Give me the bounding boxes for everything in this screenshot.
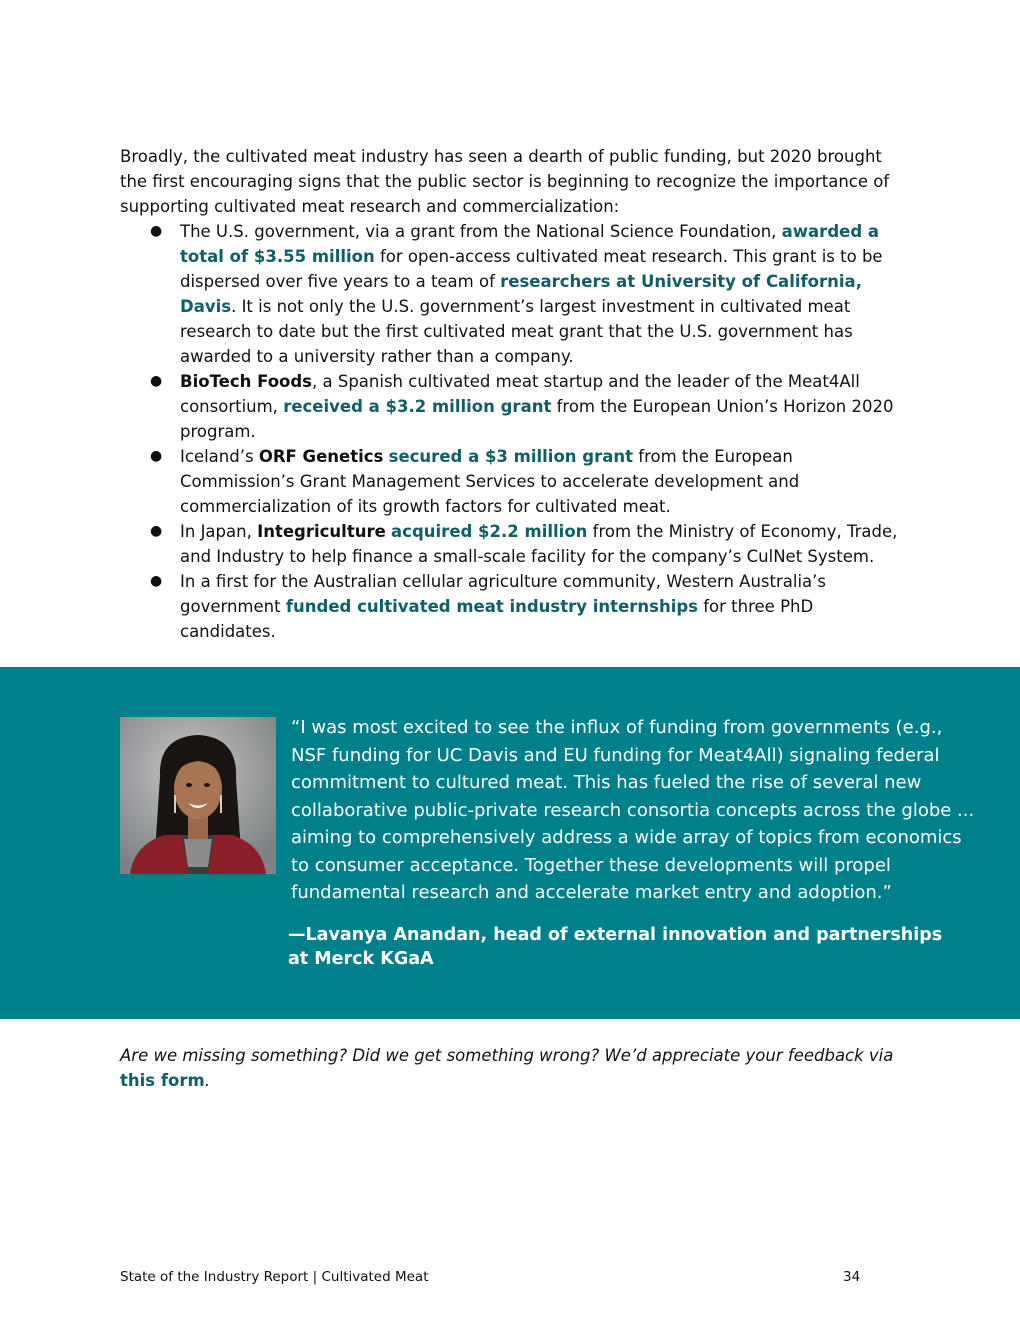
quote-attribution: —Lavanya Anandan, head of external innovation and partnerships at Merck KGaA: [288, 925, 943, 969]
bullet-icon: ●: [150, 448, 163, 464]
uc-davis-link[interactable]: researchers at University of California, Davis: [180, 272, 862, 316]
biotech-grant-link[interactable]: received a $3.2 million grant: [283, 397, 552, 416]
list-item: [120, 569, 910, 644]
list-item-text: The U.S. government, via a grant from the National Science Foundation,: [180, 222, 782, 241]
internships-link[interactable]: funded cultivated meat industry internships: [285, 597, 698, 616]
list-item: [120, 444, 910, 519]
list-item: [120, 519, 910, 569]
feedback-note: [120, 1043, 910, 1093]
feedback-end: .: [204, 1071, 210, 1090]
list-item-text: . It is not only the U.S. government’s largest investment in cultivated meat research to date but the first cultivated meat grant that the U.S. government has awarded to a university rather than a company.: [180, 297, 853, 366]
list-item-text: , a Spanish cultivated meat startup and the leader of the Meat4All consortium,: [180, 372, 860, 416]
list-item-text: Iceland’s: [180, 447, 259, 466]
footer-title: State of the Industry Report | Cultivated Meat: [120, 1269, 429, 1285]
list-item: [120, 219, 910, 369]
bullet-icon: ●: [150, 223, 163, 239]
quote-text: “I was most excited to see the influx of funding from governments (e.g., NSF funding for UC Davis and EU funding for Meat4All) signaling federal commitment to cultured meat. This has fueled the rise of several new collaborative public-private research consortia concepts across the globe ... aiming to comprehensively address a wide array of topics from economics to consumer acceptance. Together these developments will propel fundamental research and accelerate market entry and adoption.”: [291, 717, 975, 903]
org-name: ORF Genetics: [258, 447, 384, 466]
list-item-text: from the Ministry of Economy, Trade, and Industry to help finance a small-scale facility for the company’s CulNet System.: [180, 522, 898, 566]
list-item: [120, 369, 910, 444]
list-item-text: In a first for the Australian cellular agriculture community, Western Australia’s government: [180, 572, 827, 616]
list-item-text: from the European Commission’s Grant Management Services to accelerate development and commercialization of its growth factors for cultivated meat.: [180, 447, 800, 516]
feedback-form-link[interactable]: this form: [120, 1071, 205, 1090]
orf-grant-link[interactable]: secured a $3 million grant: [388, 447, 634, 466]
list-item-text: In Japan,: [180, 522, 258, 541]
org-name: BioTech Foods: [180, 372, 312, 391]
list-item-text: for three PhD candidates.: [180, 597, 814, 641]
integriculture-link[interactable]: acquired $2.2 million: [391, 522, 588, 541]
quote-band: [0, 667, 1020, 1019]
nsf-award-link[interactable]: awarded a total of $3.55 million: [180, 222, 880, 266]
bullet-icon: ●: [150, 573, 163, 589]
portrait-photo: [120, 717, 276, 874]
list-item-text: for open-access cultivated meat research. This grant is to be dispersed over five years to a team of: [180, 247, 883, 291]
intro-paragraph: Broadly, the cultivated meat industry has seen a dearth of public funding, but 2020 brought the first encouraging signs that the public sector is beginning to recognize the importance of supporting cultivated meat research and commercialization:: [120, 147, 890, 216]
bullet-icon: ●: [150, 523, 163, 539]
portrait-image: [120, 717, 276, 874]
list-item-text: from the European Union’s Horizon 2020 program.: [180, 397, 894, 441]
feedback-text: Are we missing something? Did we get something wrong? We’d appreciate your feedback via: [120, 1046, 894, 1065]
bullet-icon: ●: [150, 373, 163, 389]
org-name: Integriculture: [257, 522, 386, 541]
funding-list: [120, 219, 910, 644]
page-number: 34: [843, 1269, 861, 1285]
